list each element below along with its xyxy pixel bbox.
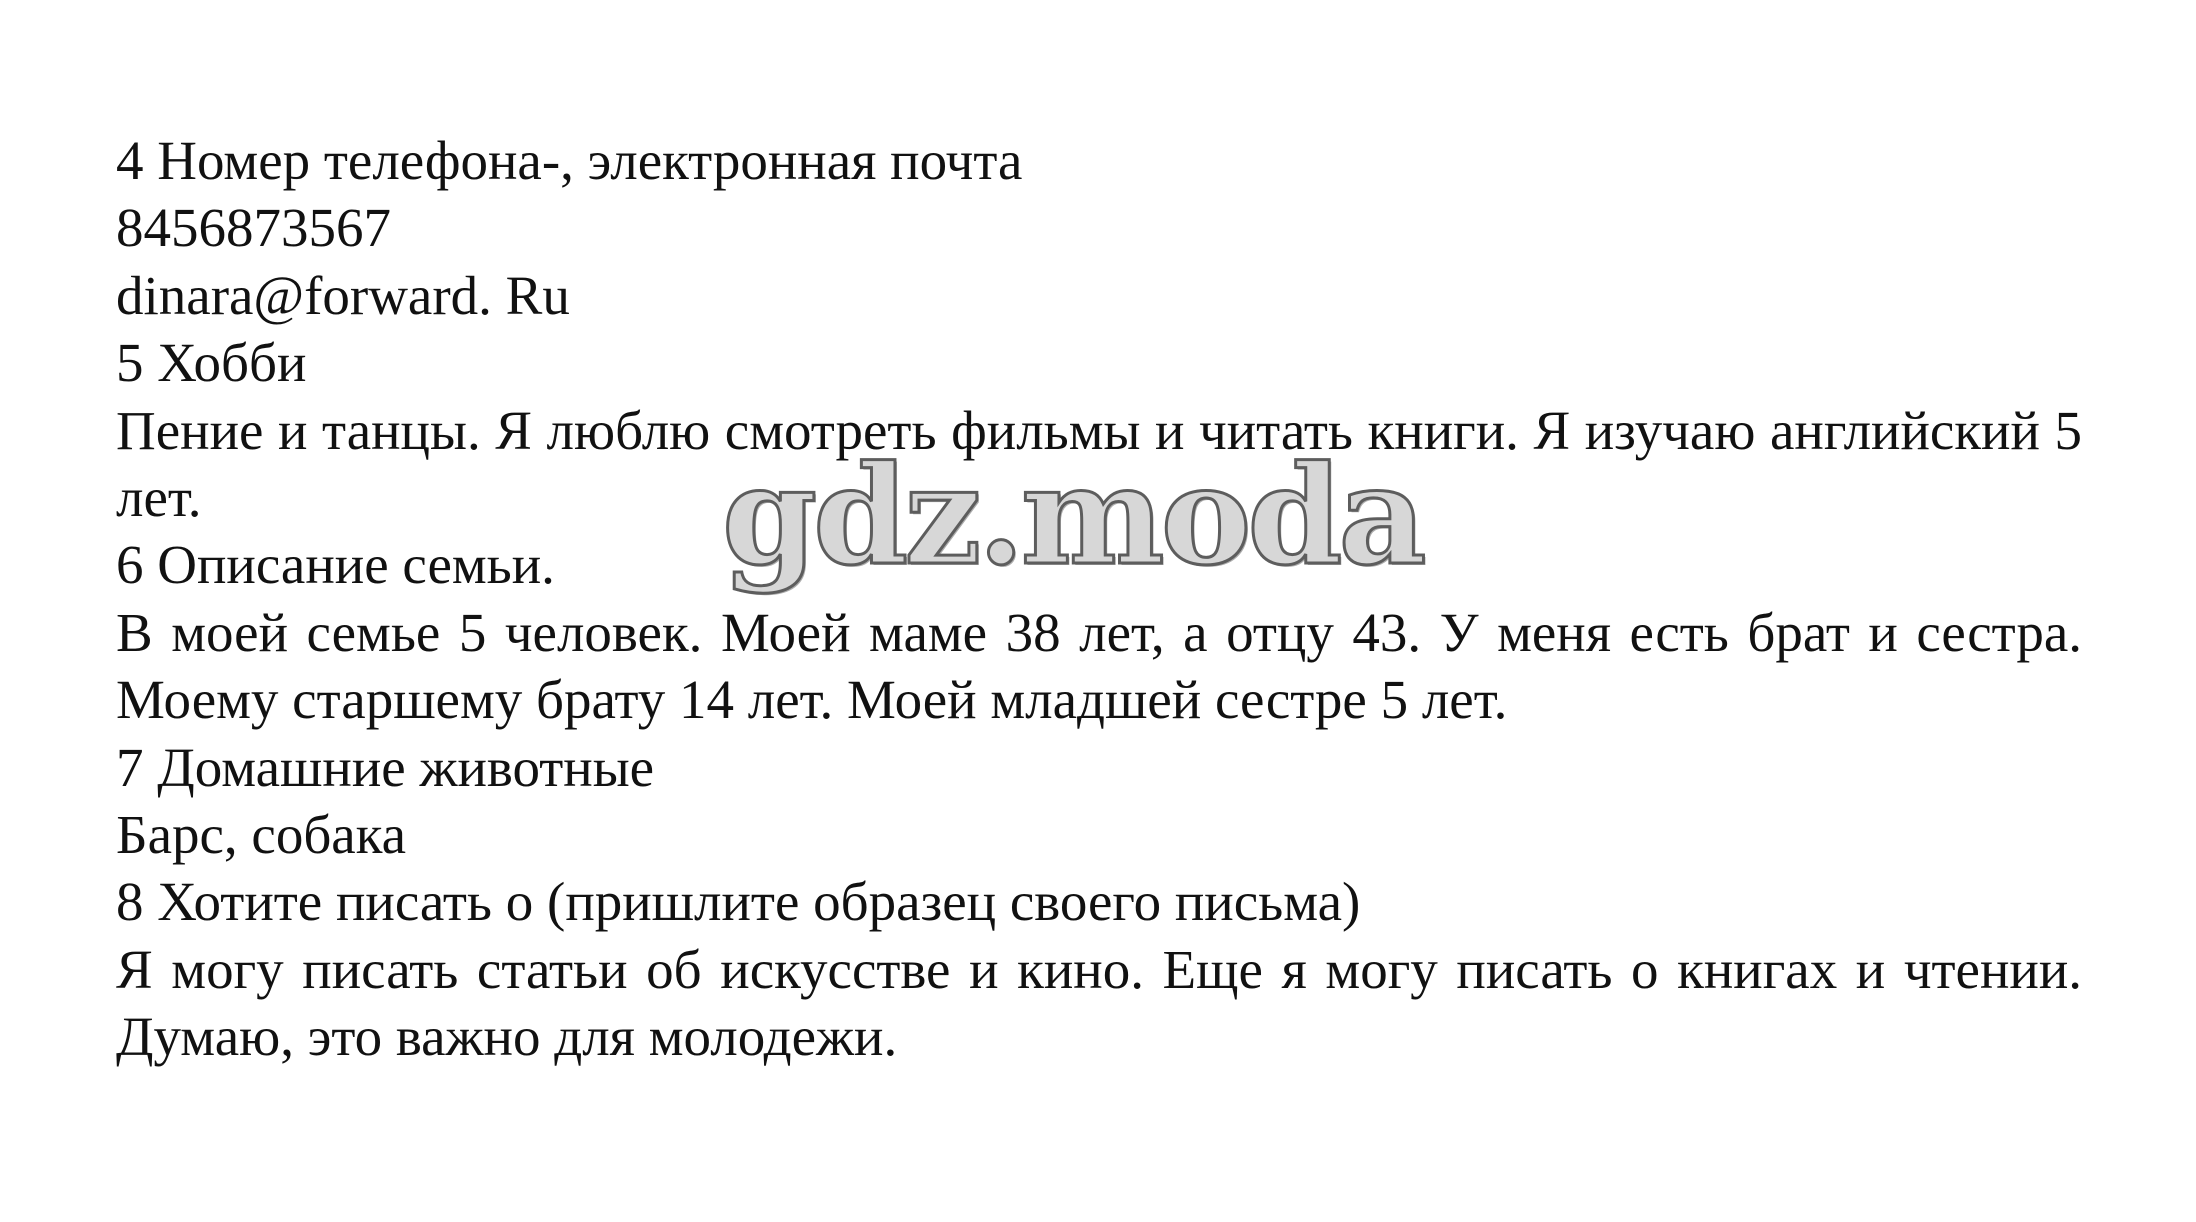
section-7-heading: 7 Домашние животные xyxy=(116,736,655,798)
section-4-heading: 4 Номер телефона-, электронная почта xyxy=(116,130,1023,191)
watermark-logo: gdz.moda xyxy=(722,436,1423,596)
writing-paragraph: Я могу писать статьи об искусстве и кино. Еще я могу писать о книгах и чтении. Думаю, это важно для молодежи. xyxy=(116,938,2082,1068)
phone-number: 8456873567 xyxy=(116,197,391,259)
document-body xyxy=(116,127,2082,1071)
hobby-paragraph: Пение и танцы. Я люблю смотреть фильмы и читать книги. Я изучаю английский 5 лет. xyxy=(116,399,2082,529)
section-5-heading: 5 Хобби xyxy=(116,332,307,394)
section-6-heading: 6 Описание семьи. xyxy=(116,534,555,596)
email-address: dinara@forward. Ru xyxy=(116,264,570,326)
pets-text: Барс, собака xyxy=(116,804,407,866)
section-8-heading: 8 Хотите писать о (пришлите образец своего письма) xyxy=(116,871,1361,933)
family-paragraph: В моей семье 5 человек. Моей маме 38 лет, а отцу 43. У меня есть брат и сестра. Моему старшему брату 14 лет. Моей младшей сестре 5 лет. xyxy=(116,601,2082,731)
